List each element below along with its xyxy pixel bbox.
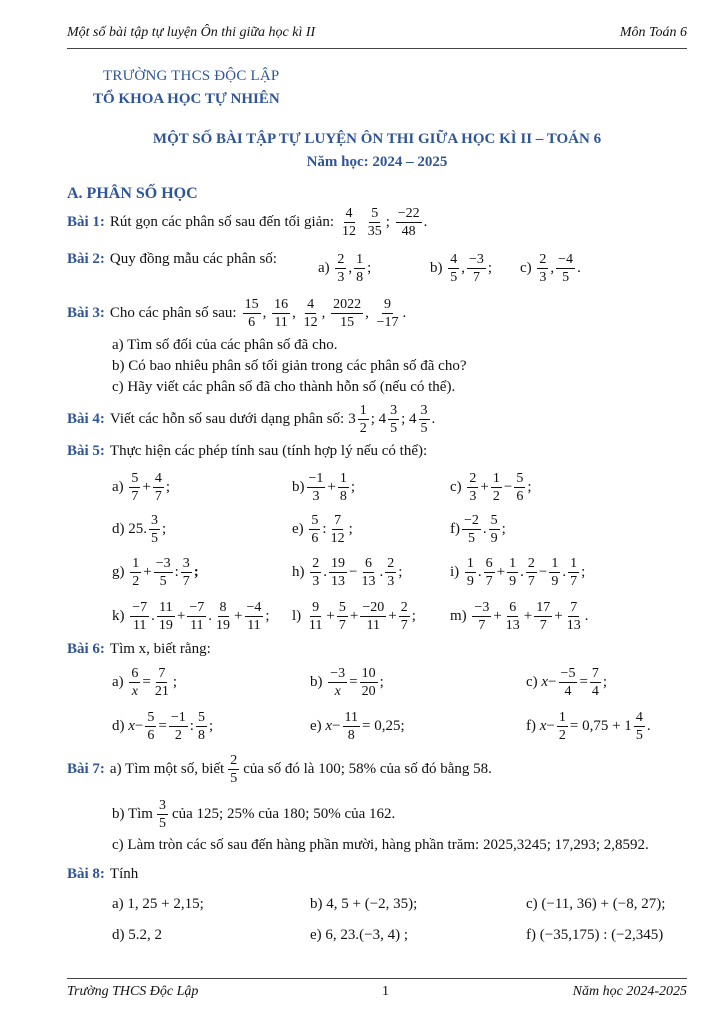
exercise-3-b: b) Có bao nhiêu phân số tối giản trong các phân số đã cho? (112, 358, 467, 374)
exercise-7-label: Bài 7: (67, 761, 105, 777)
exercise-2-label: Bài 2: (67, 251, 105, 267)
exercise-2-a: a) 2 3 , 1 8 ; (318, 252, 372, 285)
exercise-4-text: Viết các hỗn số sau dưới dạng phân số: (109, 411, 345, 427)
exercise-4 (67, 402, 435, 437)
exercise-2-text: Quy đồng mẫu các phân số: (109, 251, 277, 267)
section-a: A. PHÂN SỐ HỌC (67, 185, 198, 202)
exercise-2-b: b) 4 5 , −3 7 ; (430, 252, 493, 285)
exercise-8-b: b) 4, 5 + (−2, 35); (310, 896, 418, 912)
exercise-7-b-start: b) Tìm (112, 806, 153, 822)
exercise-1-label: Bài 1: (67, 214, 105, 230)
exercise-6 (67, 641, 211, 658)
exercise-5-c: c) 2 3 + 1 2 − 5 6 ; (450, 471, 532, 504)
school-name: TRƯỜNG THCS ĐỘC LẬP (103, 68, 280, 84)
exercise-2-c: c) 2 3 , −4 5 . (520, 252, 581, 285)
exercise-5-i: i) 1 9 . 6 7 + 1 9 . 2 7 − 1 9 . 1 7 ; (450, 556, 586, 589)
exercise-3-text: Cho các phân số sau: (109, 305, 237, 321)
exercise-7-c: c) Làm tròn các số sau đến hàng phần mười, hàng phần trăm: 2025,3245; 17,293; 2,8592. (112, 837, 649, 853)
exercise-6-text: Tìm x, biết rằng: (109, 641, 211, 657)
exercise-8-c: c) (−11, 36) + (−8, 27); (526, 896, 666, 912)
exercise-6-b: b) −3 x = 10 20 ; (310, 666, 384, 699)
exercise-5-e: e) 5 6 : 7 12 ; (292, 513, 353, 546)
footer-left: Trường THCS Độc Lập (67, 984, 199, 999)
exercise-6-f: f) x − 1 2 = 0,75 + 1 4 5 . (526, 710, 651, 743)
exercise-6-d: d) x − 5 6 = −1 2 : 5 8 ; (112, 710, 214, 743)
exercise-1 (67, 205, 427, 240)
exercise-3-label: Bài 3: (67, 305, 105, 321)
exercise-8-e: e) 6, 23.(−3, 4) ; (310, 927, 409, 943)
exercise-5-b: b) −1 3 + 1 8 ; (292, 471, 356, 504)
exercise-6-e: e) x − 11 8 = 0,25; (310, 710, 405, 743)
exercise-5-d: d) 25. 3 5 ; (112, 513, 167, 546)
header-right: Môn Toán 6 (619, 25, 687, 40)
exercise-5-m: m) −3 7 + 6 13 + 17 7 + 7 13 . (450, 600, 589, 633)
header-rule (67, 48, 687, 49)
exercise-6-a: a) 6 x = 7 21 ; (112, 666, 178, 699)
header-left: Một số bài tập tự luyện Ôn thi giữa học kì II (67, 25, 316, 40)
page-number: 1 (382, 984, 389, 999)
exercise-5-text: Thực hiện các phép tính sau (tính hợp lý nếu có thể): (109, 443, 428, 459)
exercise-5-label: Bài 5: (67, 443, 105, 459)
exercise-8 (67, 866, 138, 883)
exercise-5-h: h) 2 3 . 19 13 − 6 13 . 2 3 ; (292, 556, 403, 589)
footer-right: Năm học 2024-2025 (572, 984, 687, 999)
exercise-5-k: k) −7 11 . 11 19 + −7 11 . 8 19 + −4 11 ; (112, 600, 270, 633)
exercise-7-a-end: của số đó là 100; 58% của số đó bằng 58. (243, 761, 492, 777)
exercise-2 (67, 251, 277, 268)
exercise-7-a-start: a) Tìm một số, biết (109, 761, 225, 777)
exercise-3-a: a) Tìm số đối của các phân số đã cho. (112, 337, 338, 353)
exercise-8-d: d) 5.2, 2 (112, 927, 162, 943)
footer-rule (67, 978, 687, 979)
exercise-5-g: g) 1 2 + −3 5 : 3 7 ; (112, 556, 199, 589)
doc-title: MỘT SỐ BÀI TẬP TỰ LUYỆN ÔN THI GIỮA HỌC KÌ II – TOÁN 6 (152, 131, 602, 147)
exercise-7: Bài 7: a) Tìm một số, biết 2 5 của số đó là 100; 58% của số đó bằng 58. (67, 753, 492, 786)
faculty-name: TỔ KHOA HỌC TỰ NHIÊN (93, 91, 280, 107)
exercise-4-label: Bài 4: (67, 411, 105, 427)
exercise-8-a: a) 1, 25 + 2,15; (112, 896, 204, 912)
exercise-1-text: Rút gọn các phân số sau đến tối giản: (109, 214, 335, 230)
exercise-5-a: a) 5 7 + 4 7 ; (112, 471, 171, 504)
page-footer (67, 984, 687, 1002)
exercise-7-b-end: của 125; 25% của 180; 50% của 162. (171, 806, 396, 822)
exercise-3-c: c) Hãy viết các phân số đã cho thành hỗn số (nếu có thể). (112, 379, 456, 395)
school-year: Năm học: 2024 – 2025 (306, 154, 448, 170)
page-header (67, 25, 687, 41)
exercise-5-l: l) 9 11 + 5 7 + −20 11 + 2 7 ; (292, 600, 416, 633)
exercise-5-f: f) −2 5 . 5 9 ; (450, 513, 506, 546)
exercise-8-label: Bài 8: (67, 866, 105, 882)
exercise-7-b: b) Tìm 3 5 của 125; 25% của 180; 50% của 162. (112, 798, 396, 831)
exercise-4-math: 3 $\frac{1}{2}$ ; 4 $\frac{3}{5}$ ; 4 $\frac{3}{5}$ . (348, 403, 436, 436)
exercise-3-math: $\frac{15}{6}$ , $\frac{16}{11}$ , $\frac{4}{12}$ , $\frac{2022}{15}$ , $\frac{9}{-17}$ . (244, 297, 407, 330)
exercise-6-c: c) x − −5 4 = 7 4 ; (526, 666, 608, 699)
exercise-3 (67, 296, 406, 331)
exercise-5 (67, 443, 427, 460)
exercise-6-label: Bài 6: (67, 641, 105, 657)
exercise-8-text: Tính (109, 866, 139, 882)
exercise-1-math: $\frac{4}{12}$ $\frac{5}{35}$ ; $\frac{-22}{48}$ . (342, 206, 428, 239)
exercise-8-f: f) (−35,175) : (−2,345) (526, 927, 664, 943)
